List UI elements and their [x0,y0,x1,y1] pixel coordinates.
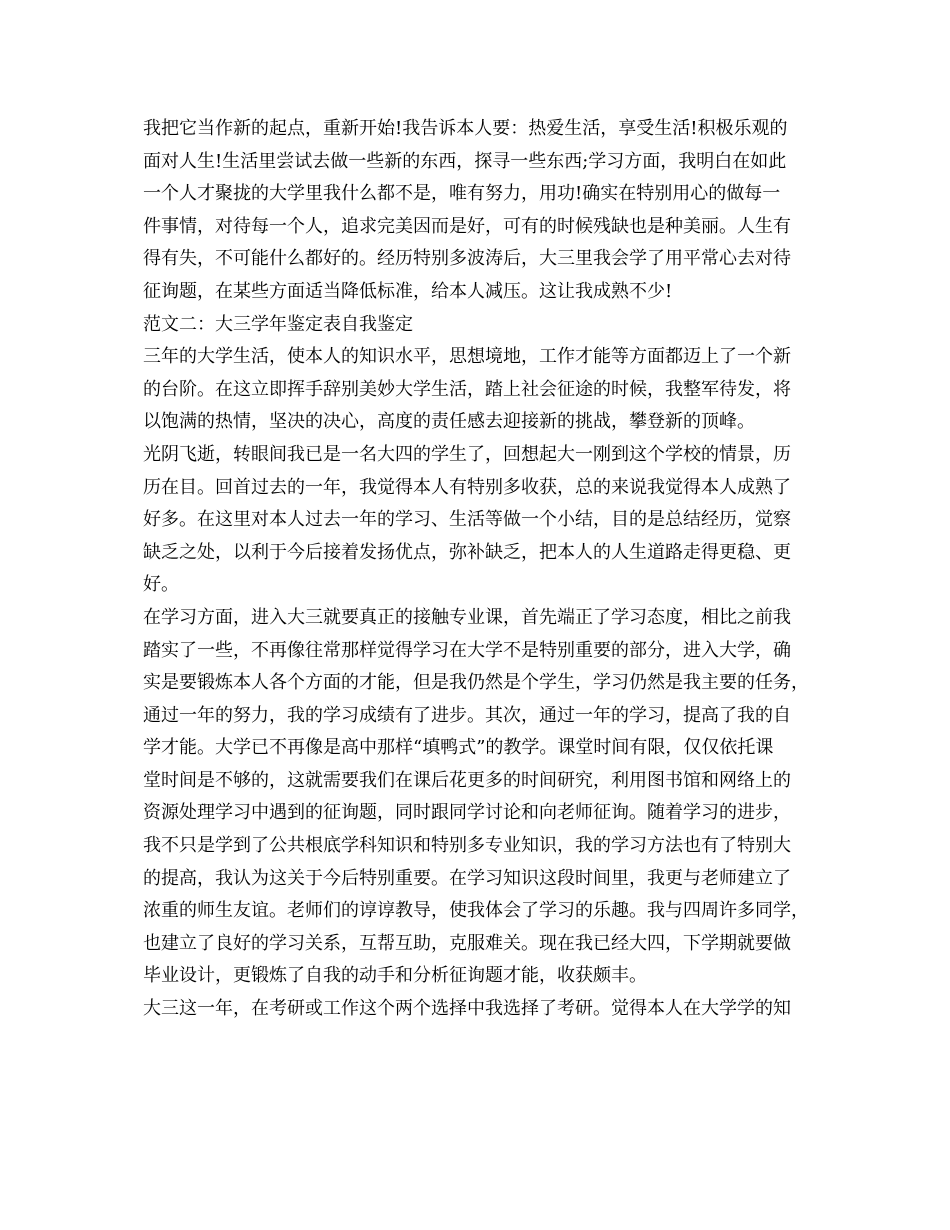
body-text [143,113,843,1026]
text-line: 我把它当作新的起点，重新开始!我告诉本人要：热爱生活，享受生活!积极乐观的 [143,118,788,139]
text-line: 学才能。大学已不再像是高中那样“填鸭式”的教学。课堂时间有限，仅仅依托课 [143,737,774,759]
text-line: 好多。在这里对本人过去一年的学习、生活等做一个小结，目的是总结经历，觉察 [143,509,791,531]
text-line: 历在目。回首过去的一年，我觉得本人有特别多收获，总的来说我觉得本人成熟了 [143,476,791,498]
text-line: 一个人才聚拢的大学里我什么都不是，唯有努力，用功!确实在特别用心的做每一 [143,183,781,205]
text-line: 的提高，我认为这关于今后特别重要。在学习知识这段时间里，我更与老师建立了 [143,867,791,889]
text-line: 三年的大学生活，使本人的知识水平，思想境地，工作才能等方面都迈上了一个新 [143,346,791,368]
text-line: 毕业设计，更锻炼了自我的动手和分析征询题才能，收获颇丰。 [143,965,647,987]
text-line: 堂时间是不够的，这就需要我们在课后花更多的时间研究，利用图书馆和网络上的 [143,769,791,791]
text-line: 资源处理学习中遇到的征询题，同时跟同学讨论和向老师征询。随着学习的进步， [143,802,791,824]
text-line: 的台阶。在这立即挥手辞别美妙大学生活，踏上社会征途的时候，我整军待发，将 [143,378,791,400]
text-line: 征询题，在某些方面适当降低标准，给本人减压。这让我成熟不少! [143,280,673,302]
text-line: 件事情，对待每一个人，追求完美因而是好，可有的时候残缺也是种美丽。人生有 [143,215,791,237]
text-line: 光阴飞逝，转眼间我已是一名大四的学生了，回想起大一刚到这个学校的情景，历 [143,443,791,465]
text-line: 踏实了一些，不再像往常那样觉得学习在大学不是特别重要的部分，进入大学，确 [143,639,791,661]
text-line: 缺乏之处，以利于今后接着发扬优点，弥补缺乏，把本人的人生道路走得更稳、更 [143,541,791,563]
text-line: 也建立了良好的学习关系，互帮互助，克服难关。现在我已经大四，下学期就要做 [143,932,791,954]
text-line: 浓重的师生友谊。老师们的谆谆教导，使我体会了学习的乐趣。我与四周许多同学， [143,900,809,922]
text-line: 好。 [143,574,179,596]
text-line: 我不只是学到了公共根底学科知识和特别多专业知识，我的学习方法也有了特别大 [143,835,791,857]
text-line: 大三这一年，在考研或工作这个两个选择中我选择了考研。觉得本人在大学学的知 [143,998,791,1020]
section-heading: 范文二：大三学年鉴定表自我鉴定 [143,313,413,335]
text-line: 得有失，不可能什么都好的。经历特别多波涛后，大三里我会学了用平常心去对待 [143,248,791,270]
text-line: 面对人生!生活里尝试去做一些新的东西，探寻一些东西;学习方面，我明白在如此 [143,150,787,172]
text-line: 在学习方面，进入大三就要真正的接触专业课，首先端正了学习态度，相比之前我 [143,606,791,628]
text-line: 以饱满的热情，坚决的决心，高度的责任感去迎接新的挑战，攀登新的顶峰。 [143,411,755,433]
text-line: 通过一年的努力，我的学习成绩有了进步。其次，通过一年的学习，提高了我的自 [143,704,791,726]
text-line: 实是要锻炼本人各个方面的才能，但是我仍然是个学生，学习仍然是我主要的任务， [143,672,809,694]
